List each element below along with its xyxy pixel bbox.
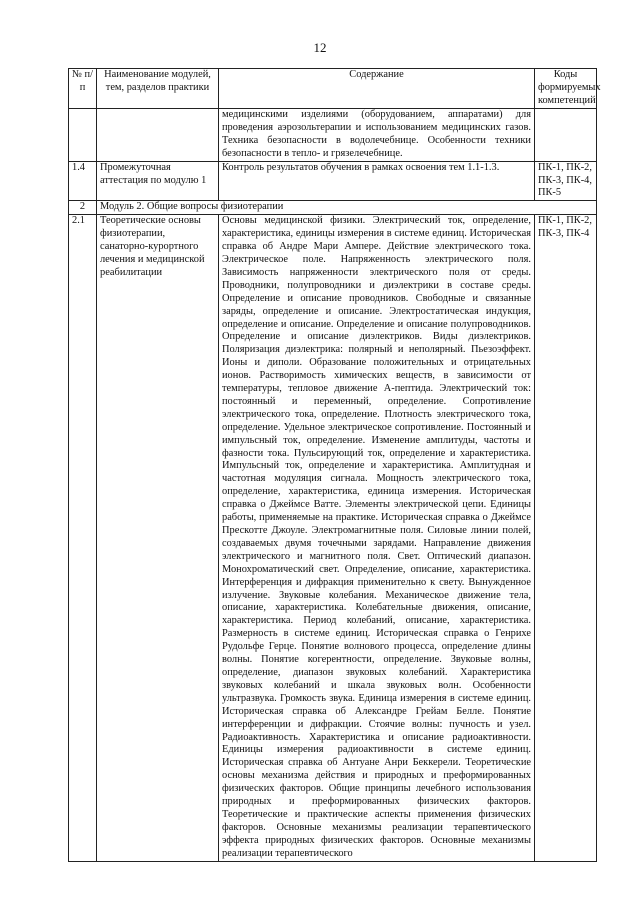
header-codes: Коды формируемых компетенций — [535, 69, 597, 109]
table-header-row — [69, 69, 597, 109]
table-row — [69, 161, 597, 201]
header-name: Наименование модулей, тем, разделов практики — [97, 69, 219, 109]
cell-name — [97, 109, 219, 162]
cell-num: 2.1 — [69, 215, 97, 861]
cell-content: Контроль результатов обучения в рамках освоения тем 1.1-1.3. — [219, 161, 535, 201]
header-content: Содержание — [219, 69, 535, 109]
cell-codes — [535, 109, 597, 162]
module-title: Модуль 2. Общие вопросы физиотерапии — [97, 201, 597, 215]
page-number: 12 — [313, 40, 327, 55]
module-num: 2 — [69, 201, 97, 215]
program-table — [68, 68, 601, 862]
cell-codes: ПК-1, ПК-2, ПК-3, ПК-4, ПК-5 — [535, 161, 597, 201]
cell-name: Теоретические основы физиотерапии, санаторно-курортного лечения и медицинской реабилитации — [97, 215, 219, 861]
cell-content: медицинскими изделиями (оборудованием, аппаратами) для проведения аэрозольтерапии и использованием медицинских газов. Техника безопасности в водолечебнице. Особенности техники безопасности в тепло- и грязелечебнице. — [219, 109, 535, 162]
cell-name: Промежуточная аттестация по модулю 1 — [97, 161, 219, 201]
cell-num: 1.4 — [69, 161, 97, 201]
cell-num — [69, 109, 97, 162]
header-num: № п/п — [69, 69, 97, 109]
module-row — [69, 201, 597, 215]
cell-codes: ПК-1, ПК-2, ПК-3, ПК-4 — [535, 215, 597, 861]
cell-content: Основы медицинской физики. Электрический ток, определение, характеристика, единицы измерения в системе единиц. Историческая справка об Андре Мари Ампере. Действие электрического тока. Электрическое поле. Напряженность электрического поля. Зависимость напряженности электрического поля от среды. Проводники, полупроводники и диэлектрики в составе среды. Определение и описание проводников. Свободные и связанные заряды, определение и описание. Электростатическая индукция, определение и описание. Определение и описание полупроводников. Определение и описание диэлектриков. Виды диэлектриков. Поляризация диэлектрика: полярный и неполярный. Пьезоэффект. Ионы и диполи. Образование положительных и отрицательных ионов. Растворимость химических веществ, в зависимости от температуры, тепловое движение А-пептида. Электрический ток: постоянный и переменный, определение. Сопротивление электрического тока, определение. Плотность электрического тока, определение. Удельное электрическое сопротивление. Постоянный и импульсный ток, определение. Изменение амплитуды, частоты и фазности тока. Пульсирующий ток, определение и характеристика. Импульсный ток, определение и характеристика. Амплитудная и частотная модуляция сигнала. Мощность электрического тока, определение, характеристика, единица измерения. Историческая справка о Джеймсе Ватте. Элементы электрической цепи. Единицы работы, применяемые на практике. Историческая справка о Джеймсе Прескотте Джоуле. Электромагнитные поля. Силовые линии полей, создаваемых двумя точечными зарядами. Направление движения электрического и магнитного поля. Свет. Оптический диапазон. Монохроматический свет. Определение, описание, характеристика. Интерференция и дифракция применительно к свету. Вынужденное излучение. Звуковые колебания. Механическое движение тела, описание, характеристика. Колебательные движения, описание, характеристика. Период колебаний, описание, характеристика. Размерность в системе единиц. Историческая справка о Генрихе Рудольфе Герце. Понятие волнового процесса, определение длины волны. Понятие когерентности, определение. Звуковые волны, определение, диапазон звуковых колебаний. Характеристика звуковых колебаний и шкала звуковых волн. Особенности ультразвука. Громкость звука. Единица измерения в системе единиц. Историческая справка об Александре Грейам Белле. Понятие интерференции и дифракции. Стоячие волны: пучность и узел. Радиоактивность. Характеристика и описание радиоактивности. Единицы измерения радиоактивности в системе единиц. Историческая справка об Антуане Анри Беккерели. Теоретические основы механизма действия и природных и преформированных физических факторов. Общие принципы лечебного использования природных и преформированных физических факторов. Теоретические и практические аспекты применения физических факторов. Основные механизмы реализации терапевтического эффекта природных физических факторов. Основные механизмы реализации терапевтического — [219, 215, 535, 861]
table-row — [69, 215, 597, 861]
table-row — [69, 109, 597, 162]
